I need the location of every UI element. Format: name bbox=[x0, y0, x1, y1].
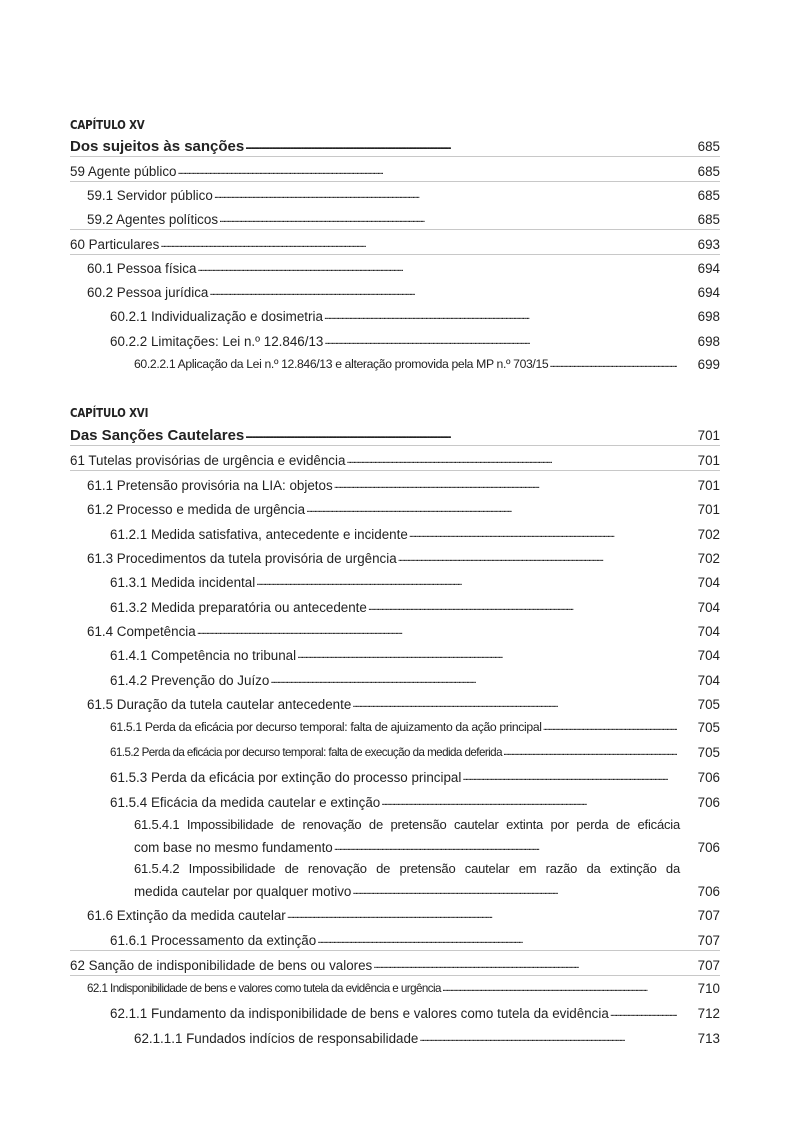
toc-entry[interactable] bbox=[110, 524, 720, 543]
toc-entry[interactable] bbox=[70, 450, 720, 469]
divider bbox=[70, 229, 720, 230]
entry-title: Das Sanções Cautelares bbox=[70, 427, 245, 444]
toc-entry[interactable] bbox=[87, 209, 720, 228]
entry-title: 61.1 Pretensão provisória na LIA: objetos bbox=[87, 478, 333, 493]
entry-title: 62 Sanção de indisponibilidade de bens ou valores bbox=[70, 958, 373, 973]
entry-title: 62.1.1.1 Fundados indícios de responsabilidade bbox=[134, 1031, 419, 1046]
dot-leader bbox=[197, 258, 677, 277]
entry-title: 61.5.1 Perda da eficácia por decurso temporal: falta de ajuizamento da ação principal bbox=[110, 720, 542, 734]
entry-title: 60.2.2.1 Aplicação da Lei n.º 12.846/13 e alteração promovida pela MP n.º 703/15 bbox=[134, 357, 549, 371]
entry-title: 61.3 Procedimentos da tutela provisória de urgência bbox=[87, 551, 397, 566]
toc-entry[interactable] bbox=[110, 572, 720, 591]
entry-page: 685 bbox=[697, 139, 720, 154]
dot-leader bbox=[352, 881, 677, 900]
entry-title: medida cautelar por qualquer motivo bbox=[134, 884, 352, 899]
divider bbox=[70, 950, 720, 951]
entry-page: 704 bbox=[697, 600, 720, 615]
entry-title-line1: 61.5.4.1 Impossibilidade de renovação de pretensão cautelar extinta por perda de eficácia bbox=[134, 817, 680, 832]
entry-page: 702 bbox=[697, 527, 720, 542]
dot-leader bbox=[270, 670, 677, 689]
toc-entry[interactable] bbox=[110, 1003, 720, 1022]
entry-page: 707 bbox=[697, 933, 720, 948]
dot-leader bbox=[398, 548, 677, 567]
dot-leader bbox=[197, 621, 677, 640]
toc-entry[interactable] bbox=[70, 955, 720, 974]
dot-leader bbox=[409, 524, 677, 543]
entry-page: 701 bbox=[697, 453, 720, 468]
toc-entry[interactable] bbox=[110, 306, 720, 325]
entry-title: 61.5.4 Eficácia da medida cautelar e extinção bbox=[110, 795, 381, 810]
entry-page: 712 bbox=[697, 1006, 720, 1021]
entry-page: 685 bbox=[697, 188, 720, 203]
entry-page: 706 bbox=[697, 795, 720, 810]
entry-title: 61.3.1 Medida incidental bbox=[110, 575, 256, 590]
dot-leader bbox=[245, 425, 677, 444]
entry-title: 62.1.1 Fundamento da indisponibilidade de bens e valores como tutela da evidência bbox=[110, 1006, 609, 1021]
divider bbox=[70, 975, 720, 976]
dot-leader bbox=[373, 955, 677, 974]
dot-leader bbox=[503, 743, 677, 761]
toc-entry-multiline[interactable] bbox=[134, 860, 720, 900]
entry-page: 706 bbox=[697, 770, 720, 785]
entry-page: 694 bbox=[697, 261, 720, 276]
toc-entry[interactable] bbox=[110, 718, 720, 736]
entry-page: 685 bbox=[697, 164, 720, 179]
entry-page: 707 bbox=[697, 958, 720, 973]
entry-title: 59.1 Servidor público bbox=[87, 188, 213, 203]
toc-entry[interactable] bbox=[134, 355, 720, 373]
toc-entry[interactable] bbox=[110, 670, 720, 689]
dot-leader bbox=[419, 1028, 677, 1047]
entry-title: 61.5.3 Perda da eficácia por extinção do processo principal bbox=[110, 770, 462, 785]
entry-page: 710 bbox=[697, 981, 720, 996]
entry-title: 60 Particulares bbox=[70, 237, 160, 252]
entry-title: 60.2.1 Individualização e dosimetria bbox=[110, 309, 323, 324]
toc-entry[interactable] bbox=[134, 1028, 720, 1047]
toc-entry[interactable] bbox=[110, 767, 720, 786]
entry-page: 704 bbox=[697, 624, 720, 639]
entry-title-line1: 61.5.4.2 Impossibilidade de renovação de pretensão cautelar em razão da extinção da bbox=[134, 861, 680, 876]
dot-leader bbox=[543, 718, 677, 736]
toc-entry[interactable] bbox=[87, 258, 720, 277]
toc-entry[interactable] bbox=[87, 548, 720, 567]
entry-page: 706 bbox=[697, 884, 720, 899]
toc-entry[interactable] bbox=[87, 979, 720, 997]
toc-entry-multiline[interactable] bbox=[134, 816, 720, 856]
entry-title: 61.3.2 Medida preparatória ou antecedente bbox=[110, 600, 367, 615]
toc-entry[interactable] bbox=[70, 425, 720, 444]
chapter-label: CAPÍTULO XVI bbox=[70, 405, 149, 420]
dot-leader bbox=[209, 282, 677, 301]
entry-page: 694 bbox=[697, 285, 720, 300]
dot-leader bbox=[610, 1003, 677, 1022]
toc-entry[interactable] bbox=[87, 905, 720, 924]
entry-page: 698 bbox=[697, 334, 720, 349]
toc-entry[interactable] bbox=[110, 331, 720, 350]
divider bbox=[70, 156, 720, 157]
divider bbox=[70, 470, 720, 471]
dot-leader bbox=[324, 306, 677, 325]
toc-entry[interactable] bbox=[87, 499, 720, 518]
toc-entry[interactable] bbox=[87, 621, 720, 640]
entry-page: 704 bbox=[697, 648, 720, 663]
dot-leader bbox=[352, 694, 677, 713]
entry-title: com base no mesmo fundamento bbox=[134, 840, 333, 855]
entry-title: 61.6.1 Processamento da extinção bbox=[110, 933, 317, 948]
divider bbox=[70, 181, 720, 182]
entry-page: 702 bbox=[697, 551, 720, 566]
entry-page: 701 bbox=[697, 502, 720, 517]
entry-title: 61 Tutelas provisórias de urgência e evidência bbox=[70, 453, 346, 468]
divider bbox=[70, 254, 720, 255]
entry-page: 704 bbox=[697, 575, 720, 590]
dot-leader bbox=[317, 930, 677, 949]
toc-entry[interactable] bbox=[110, 792, 720, 811]
entry-page: 701 bbox=[697, 478, 720, 493]
entry-page: 713 bbox=[697, 1031, 720, 1046]
entry-page: 693 bbox=[697, 237, 720, 252]
entry-page: 701 bbox=[697, 428, 720, 443]
entry-title: Dos sujeitos às sanções bbox=[70, 138, 245, 155]
entry-page: 699 bbox=[697, 357, 720, 372]
entry-page: 704 bbox=[697, 673, 720, 688]
toc-entry[interactable] bbox=[87, 694, 720, 713]
entry-title: 61.2.1 Medida satisfativa, antecedente e incidente bbox=[110, 527, 408, 542]
dot-leader bbox=[219, 209, 677, 228]
dot-leader bbox=[256, 572, 677, 591]
dot-leader bbox=[214, 185, 677, 204]
toc-entry[interactable] bbox=[87, 282, 720, 301]
dot-leader bbox=[245, 136, 677, 155]
divider bbox=[70, 445, 720, 446]
entry-title: 61.4 Competência bbox=[87, 624, 196, 639]
toc-entry[interactable] bbox=[70, 234, 720, 253]
dot-leader bbox=[442, 979, 677, 997]
dot-leader bbox=[177, 161, 677, 180]
dot-leader bbox=[368, 597, 677, 616]
dot-leader bbox=[306, 499, 677, 518]
toc-entry[interactable] bbox=[110, 597, 720, 616]
entry-page: 707 bbox=[697, 908, 720, 923]
entry-page: 705 bbox=[697, 697, 720, 712]
dot-leader bbox=[549, 355, 677, 373]
entry-title: 61.5.2 Perda da eficácia por decurso temporal: falta de execução da medida deferida bbox=[110, 746, 502, 759]
dot-leader bbox=[160, 234, 677, 253]
entry-title: 62.1 Indisponibilidade de bens e valores como tutela da evidência e urgência bbox=[87, 982, 441, 995]
entry-title: 60.2.2 Limitações: Lei n.º 12.846/13 bbox=[110, 334, 324, 349]
dot-leader bbox=[297, 645, 677, 664]
entry-title: 61.4.1 Competência no tribunal bbox=[110, 648, 297, 663]
entry-page: 706 bbox=[697, 840, 720, 855]
dot-leader bbox=[287, 905, 677, 924]
entry-page: 705 bbox=[697, 720, 720, 735]
entry-title: 60.1 Pessoa física bbox=[87, 261, 197, 276]
entry-title: 61.6 Extinção da medida cautelar bbox=[87, 908, 286, 923]
dot-leader bbox=[334, 475, 677, 494]
entry-title: 61.4.2 Prevenção do Juízo bbox=[110, 673, 270, 688]
entry-title: 60.2 Pessoa jurídica bbox=[87, 285, 209, 300]
dot-leader bbox=[334, 837, 677, 856]
dot-leader bbox=[346, 450, 677, 469]
toc-entry[interactable] bbox=[110, 743, 720, 761]
toc-entry[interactable] bbox=[87, 475, 720, 494]
toc-entry[interactable] bbox=[110, 930, 720, 949]
entry-title: 61.2 Processo e medida de urgência bbox=[87, 502, 306, 517]
chapter-label: CAPÍTULO XV bbox=[70, 117, 145, 132]
entry-title: 61.5 Duração da tutela cautelar antecedente bbox=[87, 697, 352, 712]
entry-page: 698 bbox=[697, 309, 720, 324]
toc-entry[interactable] bbox=[70, 136, 720, 155]
dot-leader bbox=[381, 792, 677, 811]
entry-page: 685 bbox=[697, 212, 720, 227]
toc-entry[interactable] bbox=[87, 185, 720, 204]
dot-leader bbox=[324, 331, 677, 350]
entry-title: 59.2 Agentes políticos bbox=[87, 212, 219, 227]
toc-entry[interactable] bbox=[70, 161, 720, 180]
dot-leader bbox=[462, 767, 677, 786]
entry-page: 705 bbox=[697, 745, 720, 760]
toc-entry[interactable] bbox=[110, 645, 720, 664]
entry-title: 59 Agente público bbox=[70, 164, 177, 179]
